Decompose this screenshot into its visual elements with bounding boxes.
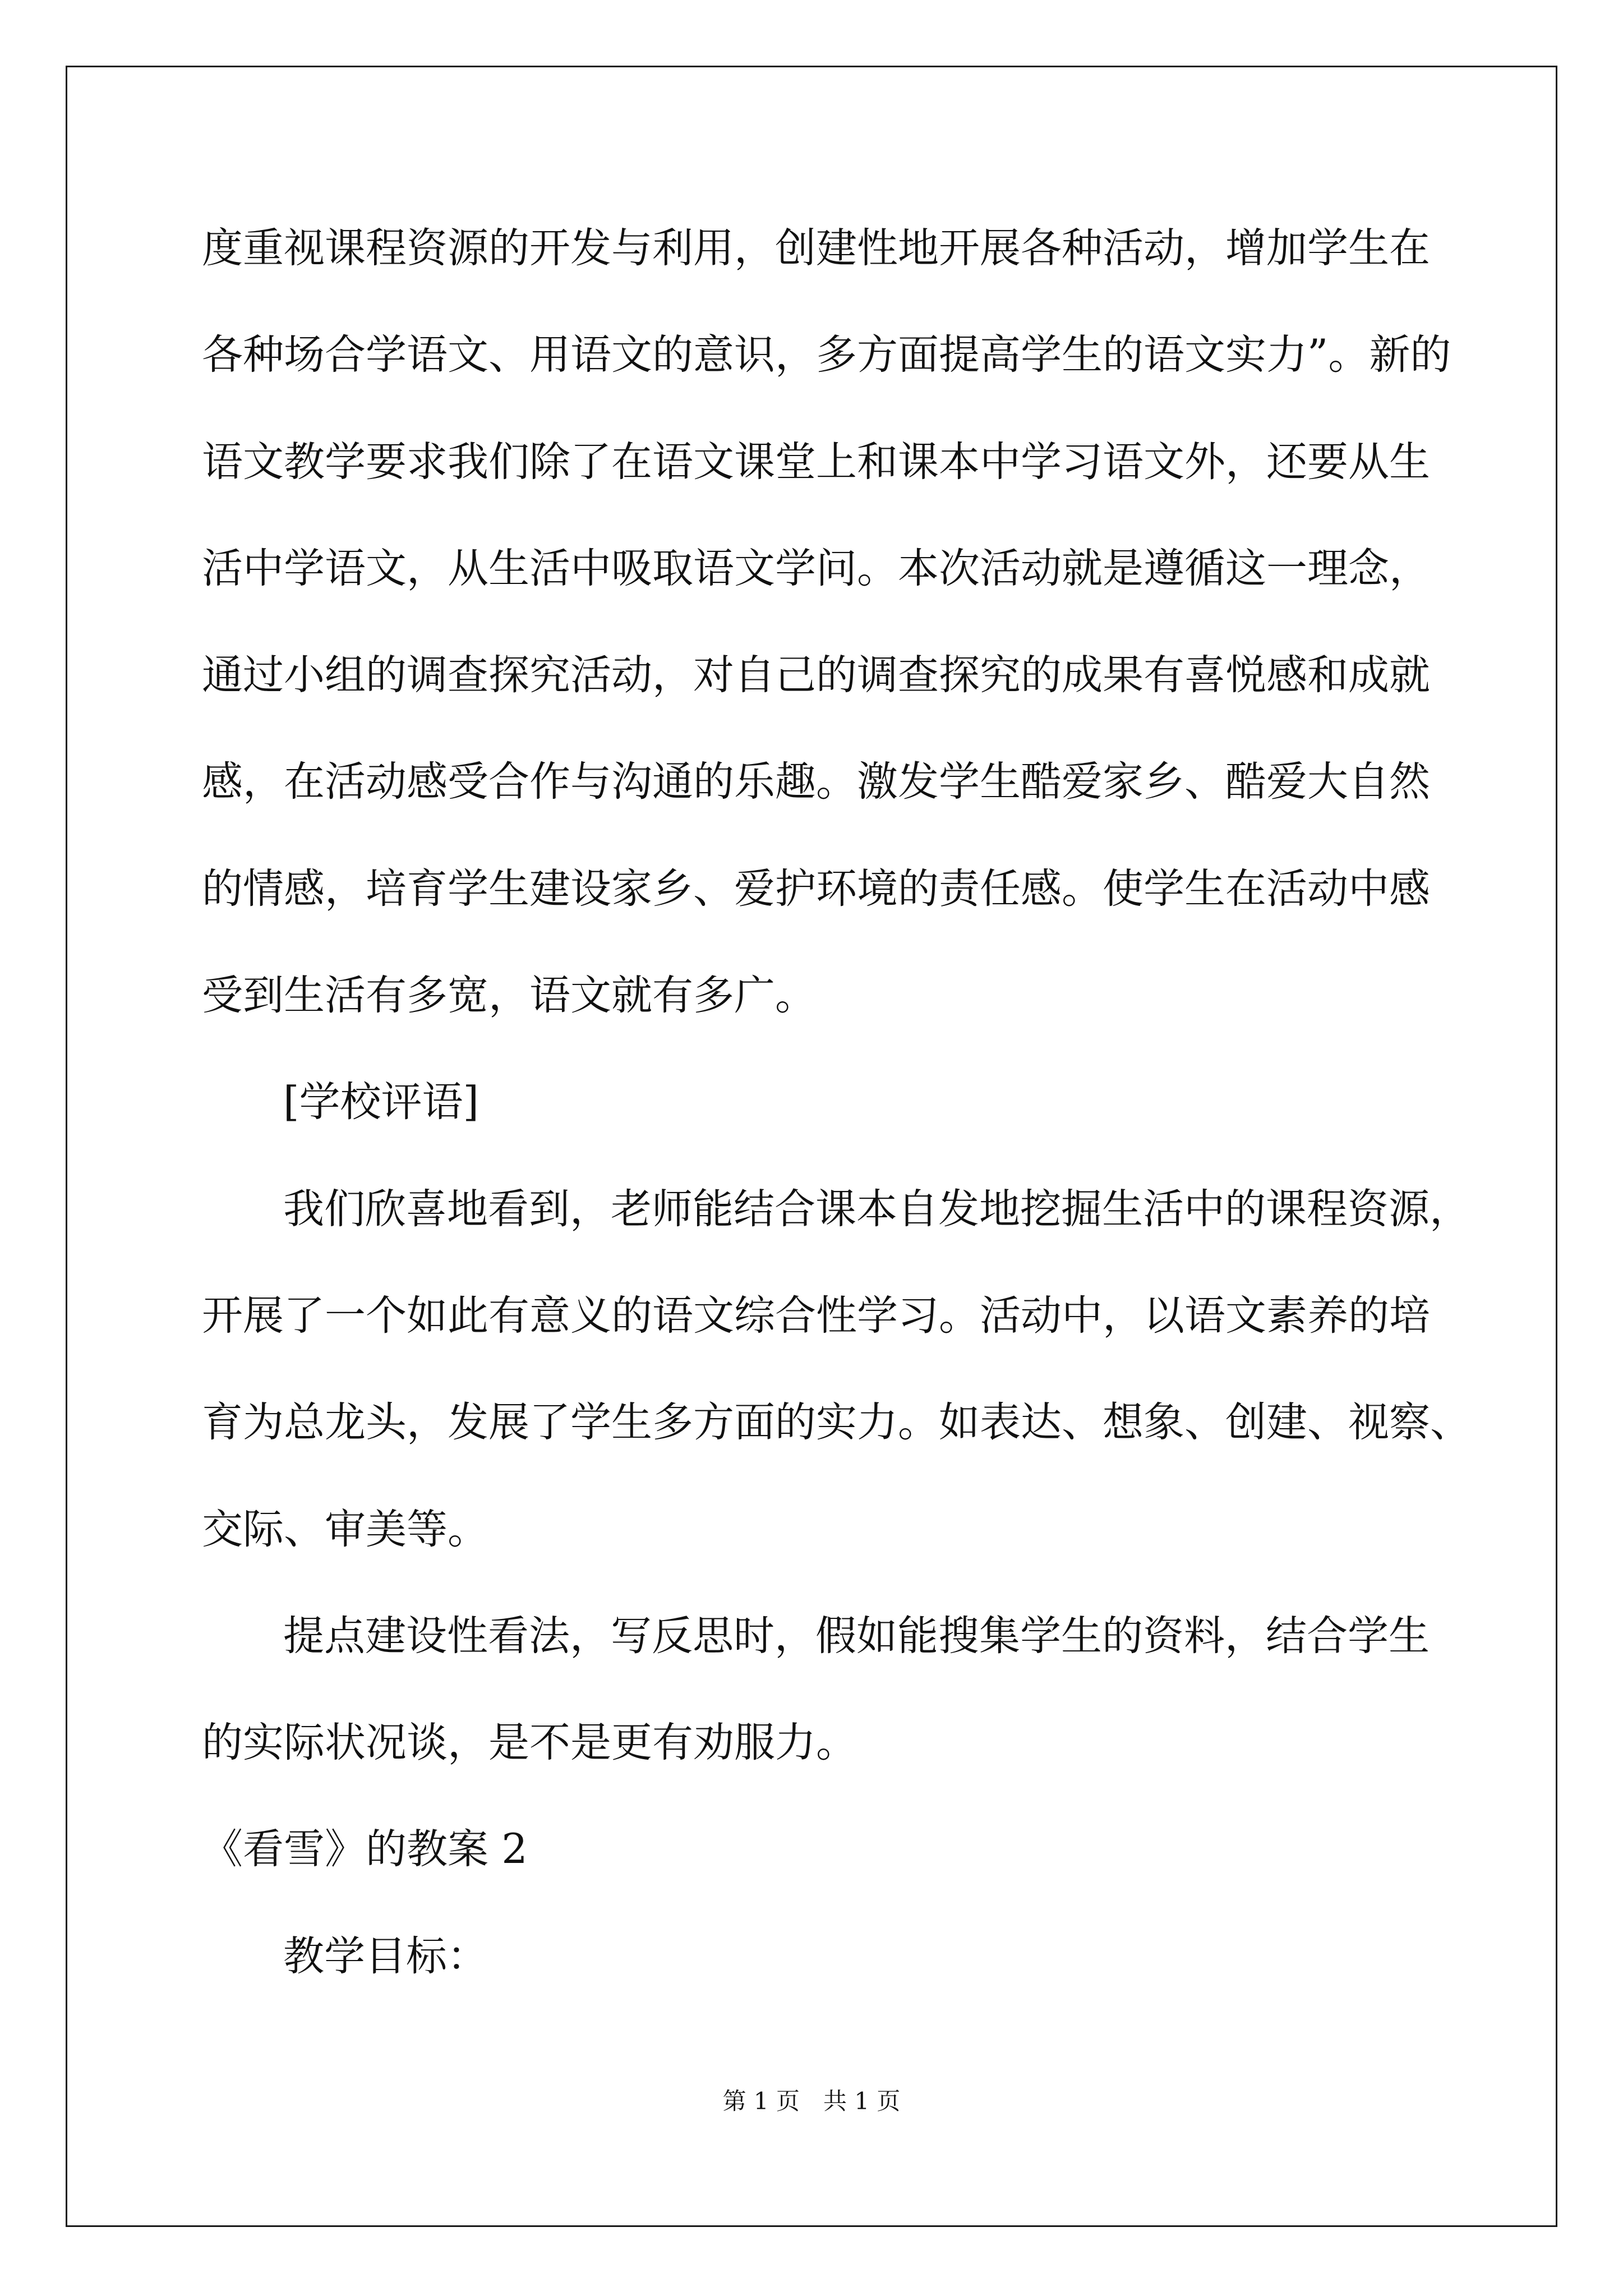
section-label: [学校评语] bbox=[283, 1078, 479, 1126]
text-line: 我们欣喜地看到，老师能结合课本自发地挖掘生活中的课程资源， bbox=[283, 1185, 1470, 1233]
text-line: 感，在活动感受合作与沟通的乐趣。激发学生酷爱家乡、酷爱大自然 bbox=[202, 758, 1430, 806]
text-line: 活中学语文，从生活中吸取语文学问。本次活动就是遵循这一理念， bbox=[202, 544, 1430, 592]
text-line: 育为总龙头，发展了学生多方面的实力。如表达、想象、创建、视察、 bbox=[202, 1398, 1471, 1447]
text-line: 的情感，培育学生建设家乡、爱护环境的责任感。使学生在活动中感 bbox=[202, 864, 1430, 913]
section-heading-lesson-plan bbox=[202, 1796, 1537, 1903]
text-line: 交际、审美等。 bbox=[202, 1505, 488, 1553]
text-line: 通过小组的调查探究活动，对自己的调查探究的成果有喜悦感和成就 bbox=[202, 651, 1430, 700]
document-body bbox=[202, 195, 1537, 2010]
text-line: 的实际状况谈，是不是更有劝服力。 bbox=[202, 1719, 857, 1767]
section-label-school-comment bbox=[202, 1049, 1537, 1156]
text-line: 受到生活有多宽，语文就有多广。 bbox=[202, 972, 816, 1020]
subheading-teaching-goals: 教学目标： bbox=[283, 1932, 488, 1980]
text-line: 开展了一个如此有意义的语文综合性学习。活动中，以语文素养的培 bbox=[202, 1291, 1430, 1340]
section-heading: 《看雪》的教案 2 bbox=[202, 1825, 528, 1874]
paragraph-suggestion bbox=[202, 1583, 1537, 1797]
text-line: 各种场合学语文、用语文的意识，多方面提高学生的语文实力”。新的 bbox=[202, 331, 1451, 379]
footer-page-number: 第 1 页 共 1 页 bbox=[722, 2087, 901, 2115]
paragraph-teaching-goals bbox=[202, 1903, 1537, 2010]
text-line: 提点建设性看法，写反思时，假如能搜集学生的资料，结合学生 bbox=[283, 1612, 1430, 1660]
paragraph-activity-reflection bbox=[202, 195, 1537, 1049]
text-line: 语文教学要求我们除了在语文课堂上和课本中学习语文外，还要从生 bbox=[202, 438, 1430, 486]
text-line: 度重视课程资源的开发与利用，创建性地开展各种活动，增加学生在 bbox=[202, 224, 1430, 272]
paragraph-school-comment bbox=[202, 1156, 1537, 1583]
